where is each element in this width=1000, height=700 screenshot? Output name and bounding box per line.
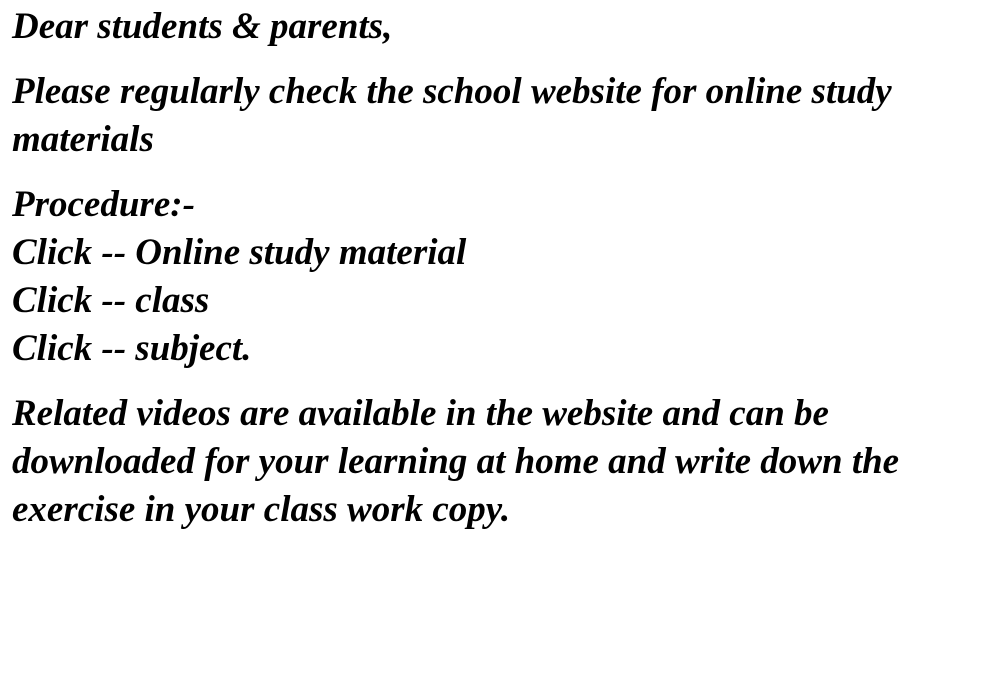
- notice-document: [12, 0, 997, 534]
- procedure-step: Click -- subject.: [12, 328, 252, 369]
- procedure-heading: Procedure:-: [12, 184, 195, 225]
- procedure-section: [12, 181, 997, 373]
- closing-paragraph: Related videos are available in the website and can be downloaded for your learning at home and write down the exercise in your class work copy.: [12, 393, 900, 530]
- procedure-step: Click -- Online study material: [12, 232, 467, 273]
- greeting: Dear students & parents,: [12, 6, 393, 47]
- intro-paragraph: Please regularly check the school website for online study materials: [12, 71, 892, 160]
- procedure-step: Click -- class: [12, 280, 210, 321]
